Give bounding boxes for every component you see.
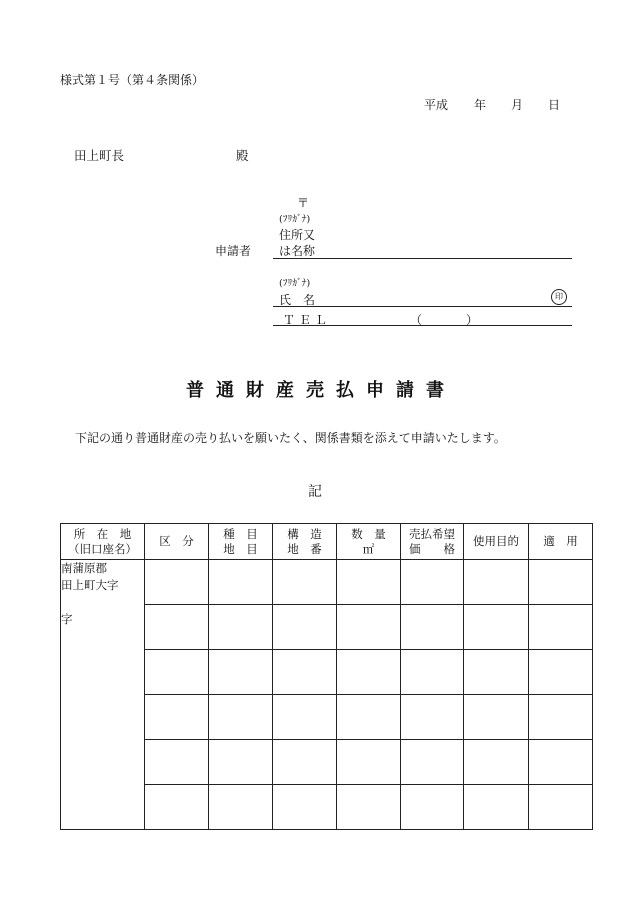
table-cell xyxy=(464,785,529,830)
table-cell xyxy=(401,605,464,650)
honorific: 殿 xyxy=(236,148,249,163)
ki-heading: 記 xyxy=(308,484,322,500)
table-cell xyxy=(464,650,529,695)
table-cell xyxy=(273,740,337,785)
table-cell xyxy=(337,605,401,650)
date-year: 年 xyxy=(474,98,487,112)
table-header-row xyxy=(61,524,593,560)
table-cell xyxy=(145,605,209,650)
table-cell xyxy=(464,560,529,605)
table-cell xyxy=(529,605,593,650)
table-cell xyxy=(273,560,337,605)
document-title: 普通財産売払申請書 xyxy=(186,380,456,401)
table-cell xyxy=(401,650,464,695)
address-label-line2: は名称 xyxy=(279,244,316,258)
table-cell xyxy=(145,740,209,785)
seal-mark: 印 xyxy=(551,289,567,305)
location-town: 田上町大字 xyxy=(61,578,119,592)
table-cell xyxy=(209,560,273,605)
table-cell xyxy=(529,560,593,605)
table-cell xyxy=(209,785,273,830)
address-underline xyxy=(273,258,572,259)
name-underline xyxy=(273,306,572,307)
table-cell xyxy=(145,695,209,740)
tel-paren-close: ） xyxy=(466,313,479,327)
table-cell xyxy=(209,650,273,695)
table-cell xyxy=(337,560,401,605)
header-structure-lotno: 構 造 地 番 xyxy=(273,524,337,560)
table-cell xyxy=(273,650,337,695)
location-cell xyxy=(61,560,145,830)
location-spacer xyxy=(61,594,144,611)
table-cell xyxy=(273,695,337,740)
location-district: 南蒲原郡 xyxy=(61,561,107,575)
property-table xyxy=(60,523,593,830)
table-cell xyxy=(464,605,529,650)
date-month: 月 xyxy=(511,98,524,112)
table-cell xyxy=(145,650,209,695)
table-cell xyxy=(337,695,401,740)
table-cell xyxy=(209,695,273,740)
table-cell xyxy=(209,605,273,650)
date-era: 平成 xyxy=(424,98,449,112)
table-cell xyxy=(529,740,593,785)
header-type-landcat: 種 目 地 目 xyxy=(209,524,273,560)
request-statement: 下記の通り普通財産の売り払いを願いたく、関係書類を添えて申請いたします。 xyxy=(75,431,506,445)
table-cell xyxy=(209,740,273,785)
table-row xyxy=(61,560,593,605)
header-purpose: 使用目的 xyxy=(464,524,529,560)
address-label-line1: 住所又 xyxy=(279,228,316,242)
table-cell xyxy=(401,785,464,830)
table-cell xyxy=(529,650,593,695)
furigana-label-name: (ﾌﾘｶﾞﾅ) xyxy=(279,278,311,289)
header-remarks: 適 用 xyxy=(529,524,593,560)
postal-mark: 〒 xyxy=(297,196,310,210)
header-category: 区 分 xyxy=(145,524,209,560)
table-cell xyxy=(464,740,529,785)
table-cell xyxy=(145,785,209,830)
addressee: 田上町長 xyxy=(74,148,125,163)
table-cell xyxy=(337,650,401,695)
table-cell xyxy=(337,740,401,785)
table-cell xyxy=(401,740,464,785)
header-desired-price: 売払希望 価 格 xyxy=(401,524,464,560)
date-day: 日 xyxy=(548,98,561,112)
table-cell xyxy=(529,695,593,740)
tel-paren-open: （ xyxy=(410,313,423,327)
header-location: 所 在 地 （旧口座名） xyxy=(61,524,145,560)
form-number: 様式第１号（第４条関係） xyxy=(60,73,205,87)
table-cell xyxy=(401,560,464,605)
table-cell xyxy=(337,785,401,830)
furigana-label-address: (ﾌﾘｶﾞﾅ) xyxy=(279,214,311,225)
table-cell xyxy=(401,695,464,740)
header-quantity: 数 量 ㎡ xyxy=(337,524,401,560)
table-cell xyxy=(273,605,337,650)
location-aza: 字 xyxy=(61,612,73,626)
table-cell xyxy=(273,785,337,830)
tel-label: ＴＥＬ xyxy=(283,313,332,327)
table-cell xyxy=(145,560,209,605)
table-cell xyxy=(464,695,529,740)
name-label: 氏 名 xyxy=(279,293,316,307)
table-cell xyxy=(529,785,593,830)
tel-underline xyxy=(273,325,572,326)
applicant-label: 申請者 xyxy=(215,244,252,258)
